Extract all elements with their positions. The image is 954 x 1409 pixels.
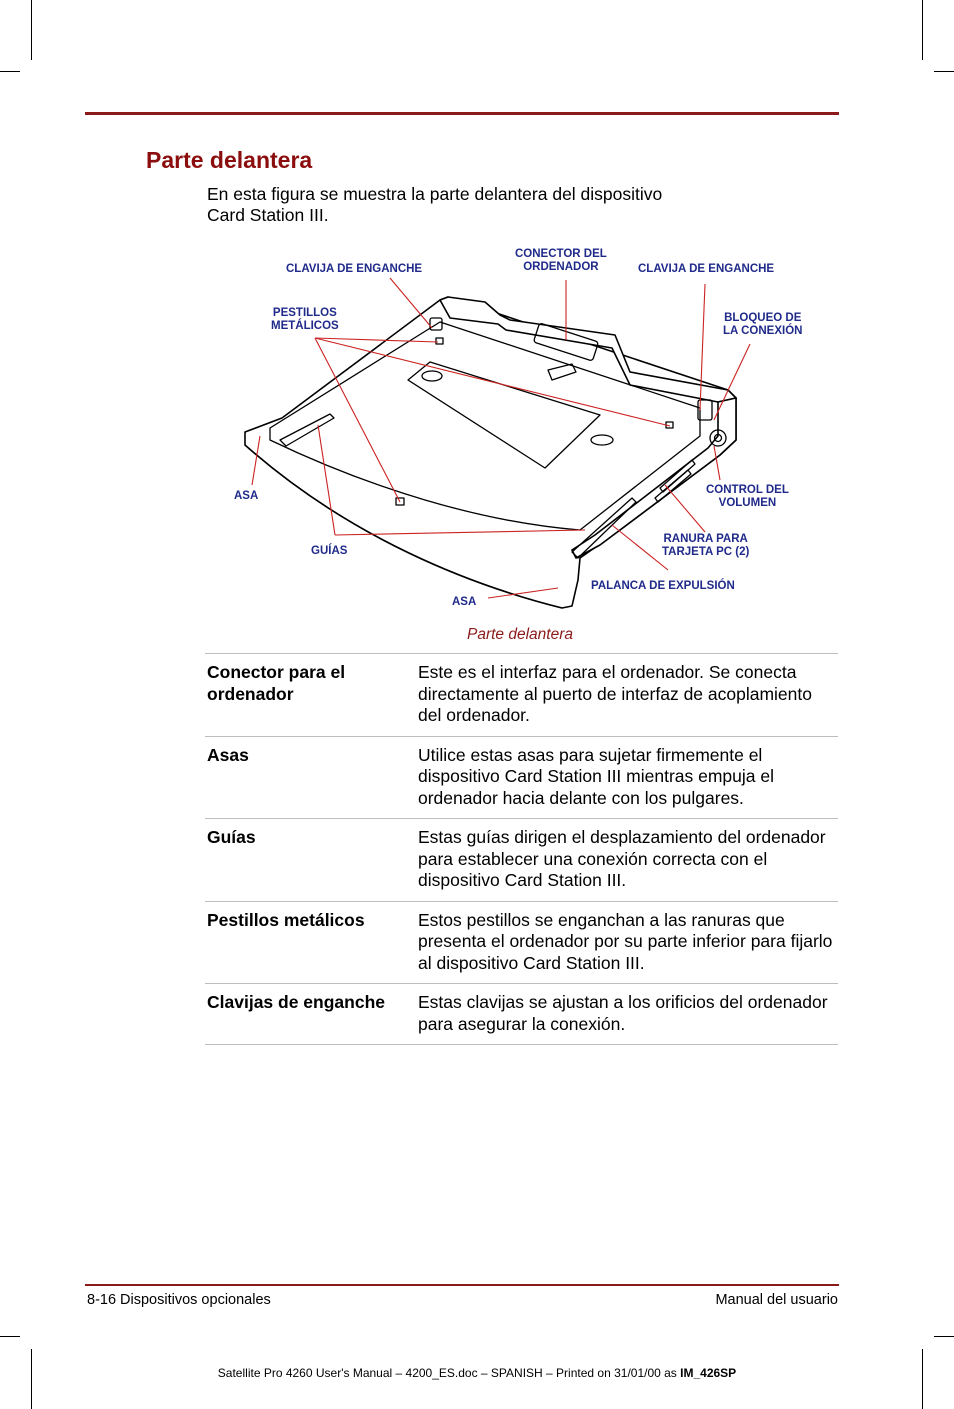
label-bloqueo: BLOQUEO DE LA CONEXIÓN [723, 312, 803, 337]
crop-mark [934, 71, 954, 72]
label-palanca: PALANCA DE EXPULSIÓN [591, 580, 735, 592]
figure-caption: Parte delantera [467, 626, 573, 643]
header-rule [85, 112, 839, 115]
label-asa-bottom: ASA [452, 596, 477, 608]
footer-left: 8-16 Dispositivos opcionales [87, 1292, 271, 1308]
table-row [205, 736, 838, 819]
description-cell: Estos pestillos se enganchan a las ranuras que presenta el ordenador por su parte inferior para fijarlo al dispositivo Card Station III. [418, 901, 838, 984]
card-station-figure [200, 240, 840, 620]
print-code: IM_426SP [680, 1366, 737, 1380]
card-station-drawing [200, 240, 840, 620]
label-ranura: RANURA PARA TARJETA PC (2) [662, 533, 750, 558]
term-cell: Conector para el ordenador [205, 654, 418, 737]
definitions-table [205, 653, 838, 1045]
table-row [205, 901, 838, 984]
label-guias: GUÍAS [311, 545, 348, 557]
label-conector: CONECTOR DEL ORDENADOR [515, 248, 607, 273]
description-cell: Estas guías dirigen el desplazamiento del ordenador para establecer una conexión correcta con el dispositivo Card Station III. [418, 819, 838, 902]
description-cell: Estas clavijas se ajustan a los orificios del ordenador para asegurar la conexión. [418, 984, 838, 1045]
crop-mark [0, 1336, 20, 1337]
term-cell: Pestillos metálicos [205, 901, 418, 984]
label-pestillos: PESTILLOS METÁLICOS [271, 307, 339, 332]
table-row [205, 819, 838, 902]
label-control-volumen: CONTROL DEL VOLUMEN [706, 484, 789, 509]
label-clavija-right: CLAVIJA DE ENGANCHE [638, 263, 775, 275]
crop-mark [934, 1336, 954, 1337]
intro-line: En esta figura se muestra la parte delantera del dispositivo [207, 184, 663, 204]
footer-rule [85, 1284, 839, 1286]
term-cell: Guías [205, 819, 418, 902]
print-info: Satellite Pro 4260 User's Manual – 4200_ES.doc – SPANISH – Printed on 31/01/00 as IM_426SP [217, 1366, 737, 1380]
crop-mark [0, 71, 20, 72]
description-cell: Este es el interfaz para el ordenador. Se conecta directamente al puerto de interfaz de acoplamiento del ordenador. [418, 654, 838, 737]
footer-right: Manual del usuario [715, 1292, 838, 1308]
section-title: Parte delantera [146, 147, 313, 173]
term-cell: Clavijas de enganche [205, 984, 418, 1045]
intro-paragraph [207, 184, 662, 226]
tray-body [245, 297, 736, 608]
crop-mark [31, 0, 32, 60]
table-row [205, 984, 838, 1045]
label-clavija-left: CLAVIJA DE ENGANCHE [286, 263, 423, 275]
table-row [205, 654, 838, 737]
intro-line: Card Station III. [207, 205, 329, 225]
term-cell: Asas [205, 736, 418, 819]
crop-mark [922, 0, 923, 60]
description-cell: Utilice estas asas para sujetar firmemente el dispositivo Card Station III mientras empuja el ordenador hacia delante con los pulgares. [418, 736, 838, 819]
label-asa-left: ASA [234, 490, 259, 502]
